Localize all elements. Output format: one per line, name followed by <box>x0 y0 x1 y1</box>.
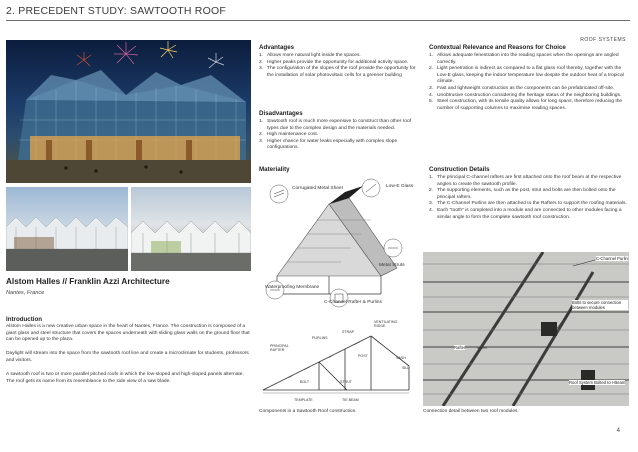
list-text: Higher peaks provide the opportunity for additional activity space. <box>267 59 409 65</box>
list-item <box>429 208 630 221</box>
project-title: Alstom Halles // Franklin Azzi Architecture <box>6 277 170 286</box>
corrugated-sheet-label: Corrugated Metal Sheet <box>292 186 343 191</box>
bolts-label: Bolts to secure connection between modules <box>572 300 628 310</box>
materiality-diagram <box>259 176 425 312</box>
list-text: The principal C-channel rafters are first attached onto the roof beam at the respective angles to create the sawtooth profile. <box>437 175 622 187</box>
list-item <box>259 53 422 60</box>
list-item <box>259 132 422 139</box>
sill-label: SILL <box>402 366 410 370</box>
building-day-photo-left <box>6 187 128 271</box>
section-tag: ROOF SYSTEMS <box>580 37 626 43</box>
page-number: 4 <box>616 428 620 434</box>
list-text: Fast and lightweight construction as the components can be prefabricated off-site. <box>437 85 615 91</box>
disadvantages-list <box>259 119 422 152</box>
building-night-photo <box>6 40 251 183</box>
rafter-label: Rafter <box>454 345 466 350</box>
advantages-heading: Advantages <box>259 44 295 51</box>
list-item <box>429 188 630 201</box>
post-label: POST <box>358 354 368 358</box>
bolt-label: BOLT <box>300 380 310 384</box>
list-number: 3. <box>429 201 434 207</box>
list-text: Sawtooth roof is much more expensive to construct than other roof types due to the complex design and the materials needed. <box>267 119 412 131</box>
figure-caption-components: Components in a Sawtooth Roof construction. <box>259 409 357 414</box>
list-number: 5. <box>429 99 434 105</box>
list-number: 1. <box>429 53 434 58</box>
list-text: Steel construction, with its tensile quality allows for long spans, therefore reducing the number of supporting columns to maximise reading spaces. <box>437 99 623 111</box>
strap-label: STRAP <box>342 330 354 334</box>
list-item <box>429 53 630 66</box>
list-text: Unobtrusive construction considering the heritage status of the neighboring buildings. <box>437 92 622 98</box>
template-label: TEMPLATE <box>294 398 313 402</box>
list-text: The supporting elements, such as the post, strut and bolts are then bolted onto the principal rafters. <box>437 188 616 200</box>
list-text: Allows adequate fenestration into the reading spaces when the openings are angled correctly. <box>437 53 619 65</box>
list-text: Allows more natural light inside the spaces. <box>267 53 361 58</box>
list-number: 3. <box>259 138 264 144</box>
list-number: 1. <box>259 119 264 124</box>
list-item <box>429 201 630 208</box>
strut-label: STRUT <box>340 380 352 384</box>
introduction-paragraph: A sawtooth roof is two or more parallel pitched roofs in which the low-sloped and high-sloped panels alternate. The roof gets its name from its resemblance to the side view of a saw blade. <box>6 372 244 384</box>
list-item <box>429 66 630 86</box>
materiality-heading: Materiality <box>259 166 290 173</box>
purlins-label: PURLINS <box>312 336 328 340</box>
low-e-glass-label: Low-E Glass <box>386 184 414 189</box>
list-item <box>429 86 630 93</box>
construction-heading: Construction Details <box>429 166 490 173</box>
waterproofing-label: Waterproofing Membrane <box>265 285 320 290</box>
figure-caption-connection: Connection detail between two roof modules. <box>423 409 519 414</box>
principal-rafter-label: PRINCIPAL RAFTER <box>270 344 289 352</box>
list-number: 4. <box>429 92 434 98</box>
roof-system-label: Roof System Bolted to I-Beam <box>569 380 626 385</box>
project-location: Nantes, France <box>6 290 45 296</box>
list-item <box>429 175 630 188</box>
header-divider <box>6 20 630 21</box>
list-text: The configuration of the slopes of the roof provide the opportunity for the installation of solar photovoltaic cells for a greener building <box>267 66 416 78</box>
introduction-paragraph: Daylight will stream into the space from the sawtooth roof line and create a microclimate for students, professors and visitors. <box>6 351 249 363</box>
list-item <box>259 119 422 132</box>
building-day-photo-right <box>131 187 251 271</box>
page-title: 2. PRECEDENT STUDY: SAWTOOTH ROOF <box>6 5 226 17</box>
list-text: The C-Channel Purlins are then attached to the Rafters to support the roofing materials. <box>437 201 627 207</box>
list-number: 2. <box>429 188 434 194</box>
context-list <box>429 53 630 112</box>
list-text: High maintenance cost. <box>267 132 319 138</box>
list-number: 4. <box>429 207 434 213</box>
introduction-paragraph: Alstom Halles is a new creative urban space in the heart of Nantes, France. The construction is composed of a giant glass and steel structure that covers the spaces underneath with sliding glass walls on the ground floor that can be opened up to the plaza. <box>6 324 250 343</box>
list-text: Each "tooth" is completed into a module and are connected to other modules facing a similar angle to form the complete sawtooth roof construction. <box>437 207 622 220</box>
c-channel-label: C-Channel Rafter & Purlins <box>324 300 382 305</box>
list-number: 2. <box>259 132 264 138</box>
list-item <box>259 66 422 79</box>
list-number: 3. <box>259 66 264 72</box>
list-text: Higher chance for water leaks especially with complex slope configurations. <box>267 138 398 151</box>
corrugated-sheet-callout <box>270 185 288 203</box>
ventilating-ridge-label: VENTILATING RIDGE <box>374 320 398 328</box>
list-item <box>429 99 630 112</box>
list-number: 2. <box>259 59 264 65</box>
list-number: 3. <box>429 85 434 91</box>
context-heading: Contextual Relevance and Reasons for Choice <box>429 44 566 51</box>
sash-label: SASH <box>396 356 406 360</box>
c-channel-purlin-label: C-Channel Purlin <box>596 256 628 261</box>
list-item <box>259 139 422 152</box>
list-number: 1. <box>429 175 434 180</box>
tie-beam-label: TIE BEAM <box>342 398 359 402</box>
list-number: 1. <box>259 53 264 58</box>
introduction-heading: Introduction <box>6 316 43 323</box>
advantages-list <box>259 53 422 79</box>
metal-struts-label: Metal Struts <box>379 263 405 268</box>
list-text: Light penetration is indirect as compared to a flat glass roof thereby, together with the Low-E glass, keeping the indoor temperature low despite the outdoor heat of a tropical climate. <box>437 66 624 85</box>
list-number: 2. <box>429 66 434 72</box>
disadvantages-heading: Disadvantages <box>259 110 303 117</box>
construction-list <box>429 175 630 221</box>
